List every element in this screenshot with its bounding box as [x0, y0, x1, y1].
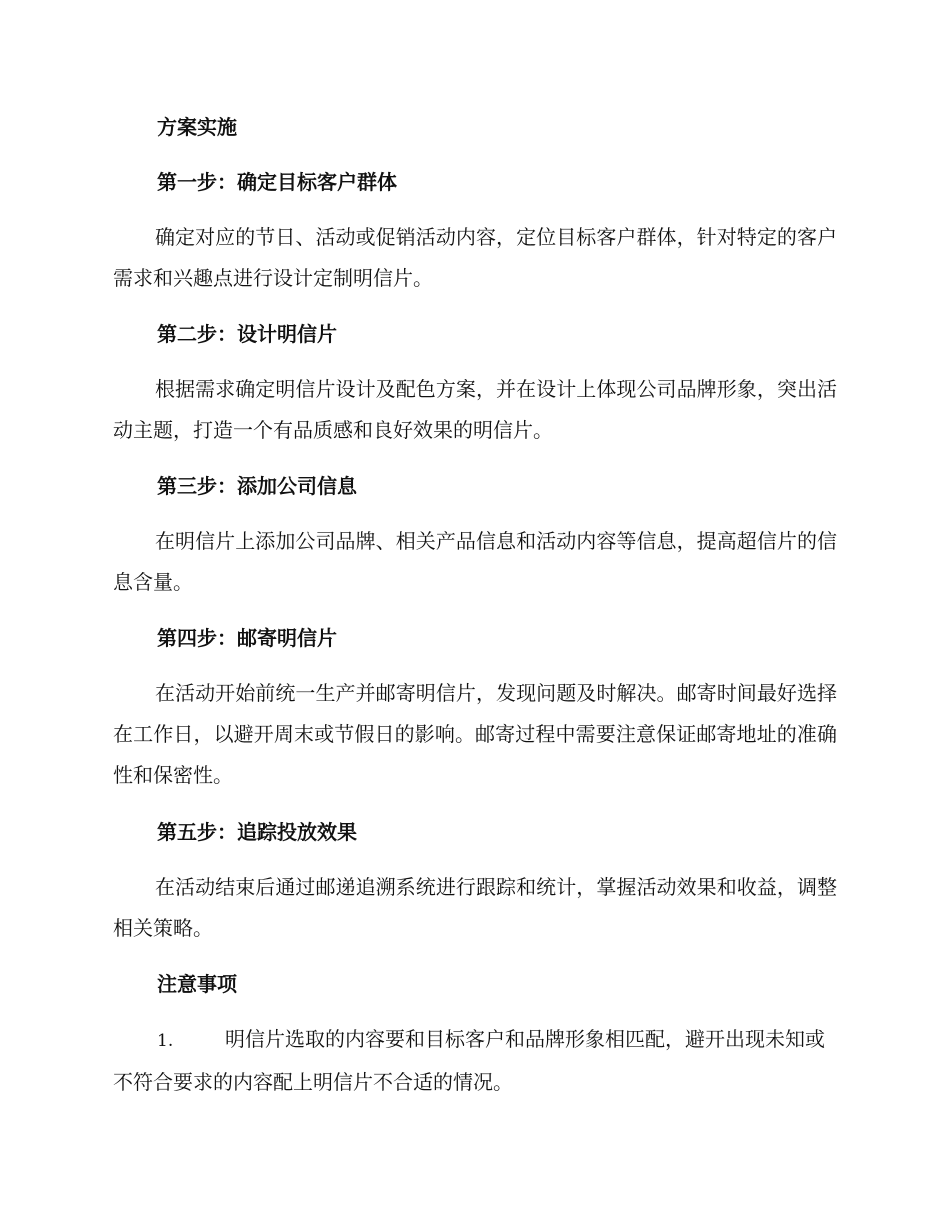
step-5-heading: 第五步：追踪投放效果: [157, 820, 357, 844]
step-1-heading: 第一步：确定目标客户群体: [157, 170, 397, 194]
note-item-1: [113, 1019, 837, 1103]
step-1-text: 确定对应的节日、活动或促销活动内容，定位目标客户群体，针对特定的客户需求和兴趣点进行设计定制明信片。: [113, 225, 837, 290]
note-item-text: 明信片选取的内容要和目标客户和品牌形象相匹配，避开出现未知或不符合要求的内容配上明信片不合适的情况。: [113, 1027, 825, 1094]
notes-title: 注意事项: [157, 972, 237, 996]
step-2-text: 根据需求确定明信片设计及配色方案，并在设计上体现公司品牌形象，突出活动主题，打造一个有品质感和良好效果的明信片。: [113, 377, 837, 442]
step-2-heading: 第二步：设计明信片: [157, 322, 337, 346]
step-3-text: 在明信片上添加公司品牌、相关产品信息和活动内容等信息，提高超信片的信息含量。: [113, 529, 837, 594]
step-4-heading: 第四步：邮寄明信片: [157, 626, 337, 650]
step-3-heading: 第三步：添加公司信息: [157, 474, 357, 498]
step-4-text: 在活动开始前统一生产并邮寄明信片，发现问题及时解决。邮寄时间最好选择在工作日，以避开周末或节假日的影响。邮寄过程中需要注意保证邮寄地址的准确性和保密性。: [113, 681, 837, 787]
step-5-text: 在活动结束后通过邮递追溯系统进行跟踪和统计，掌握活动效果和收益，调整相关策略。: [113, 875, 837, 940]
section-title: 方案实施: [157, 115, 237, 139]
note-item-number: 1.: [157, 1031, 174, 1051]
